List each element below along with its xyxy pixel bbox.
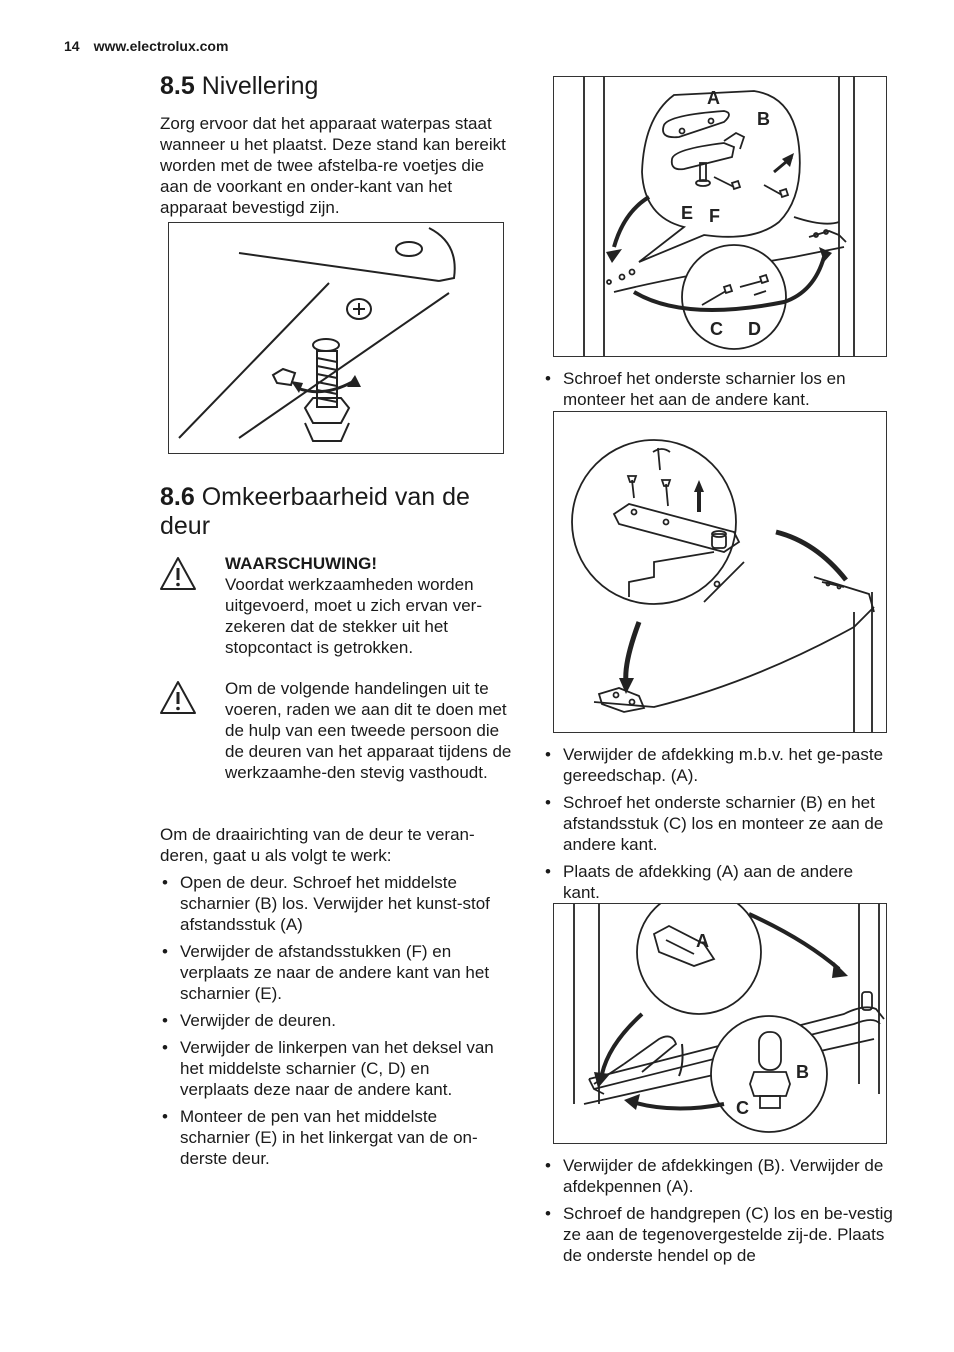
warning-text: Voordat werkzaamheden worden uitgevoerd, moet u zich ervan ver-zekeren dat de stekker uit het stopcontact is getrokken. <box>225 575 483 657</box>
section-8-6-heading <box>160 483 520 541</box>
steps-after-figure-3 <box>543 1155 893 1272</box>
list-item: • Verwijder de afdekkingen (B). Verwijder de afdekpennen (A). <box>543 1155 893 1197</box>
page-header <box>64 38 228 54</box>
warning-1 <box>225 553 515 658</box>
warning-triangle-icon <box>159 680 197 716</box>
label-d: D <box>748 319 761 339</box>
middle-hinge-figure <box>553 76 887 357</box>
label-a: A <box>707 88 720 108</box>
label-f: F <box>709 206 720 226</box>
section-number: 8.5 <box>160 72 195 100</box>
leveling-foot-illustration <box>169 223 503 453</box>
warning-triangle-icon <box>159 556 197 592</box>
door-reversal-intro: Om de draairichting van de deur te veran-deren, gaat u als volgt te werk: <box>160 825 475 865</box>
list-item: • Verwijder de afdekking m.b.v. het ge-paste gereedschap. (A). <box>543 744 893 786</box>
label-e: E <box>681 203 694 223</box>
website-link[interactable]: www.electrolux.com <box>93 38 229 54</box>
list-item: • Verwijder de deuren. <box>160 1010 500 1031</box>
lower-hinge-illustration <box>554 412 886 732</box>
warning-title: WAARSCHUWING! <box>225 554 378 573</box>
list-item: • Schroef het onderste scharnier (B) en het afstandsstuk (C) los en monteer ze aan de andere kant. <box>543 792 893 855</box>
list-item: • Schroef het onderste scharnier los en monteer het aan de andere kant. <box>543 368 893 410</box>
list-item: • Verwijder de linkerpen van het deksel van het middelste scharnier (C, D) en verplaats deze naar de andere kant. <box>160 1037 500 1100</box>
page-number: 14 <box>64 38 80 54</box>
section-title: Nivellering <box>201 72 319 100</box>
covers-illustration <box>554 904 886 1143</box>
leveling-paragraph: Zorg ervoor dat het apparaat waterpas staat wanneer u het plaatst. Deze stand kan bereikt worden met de twee afstelba-re voetjes die aan de voorkant en onder-kant van het apparaat bevestigd zijn. <box>160 114 506 217</box>
list-item: • Plaats de afdekking (A) aan de andere kant. <box>543 861 893 903</box>
lower-hinge-figure <box>553 411 887 733</box>
middle-hinge-illustration <box>554 77 886 356</box>
section-8-5-heading <box>160 72 520 101</box>
section-title: Omkeerbaarheid van de deur <box>160 483 470 540</box>
steps-after-figure-2 <box>543 744 893 909</box>
door-reversal-steps <box>160 872 500 1175</box>
label-a: A <box>696 931 709 951</box>
label-c: C <box>736 1098 749 1118</box>
section-number: 8.6 <box>160 483 195 511</box>
leveling-figure <box>168 222 504 454</box>
warning-2-text: Om de volgende handelingen uit te voeren, raden we aan dit te doen met de hulp van een tweede persoon die de deuren van het apparaat tijdens de werkzaamhe-den stevig vasthoudt. <box>225 679 512 782</box>
list-item: • Monteer de pen van het middelste scharnier (E) in het linkergat van de on-derste deur. <box>160 1106 500 1169</box>
list-item: • Schroef de handgrepen (C) los en be-vestig ze aan de tegenovergestelde zij-de. Plaats de onderste hendel op de <box>543 1203 893 1266</box>
list-item: • Open de deur. Schroef het middelste scharnier (B) los. Verwijder het kunst-stof afstandsstuk (A) <box>160 872 500 935</box>
covers-figure <box>553 903 887 1144</box>
label-c: C <box>710 319 723 339</box>
list-item: • Verwijder de afstandsstukken (F) en verplaats ze naar de andere kant van het scharnier (E). <box>160 941 500 1004</box>
steps-after-figure-1 <box>543 368 893 416</box>
label-b: B <box>796 1062 809 1082</box>
label-b: B <box>757 109 770 129</box>
